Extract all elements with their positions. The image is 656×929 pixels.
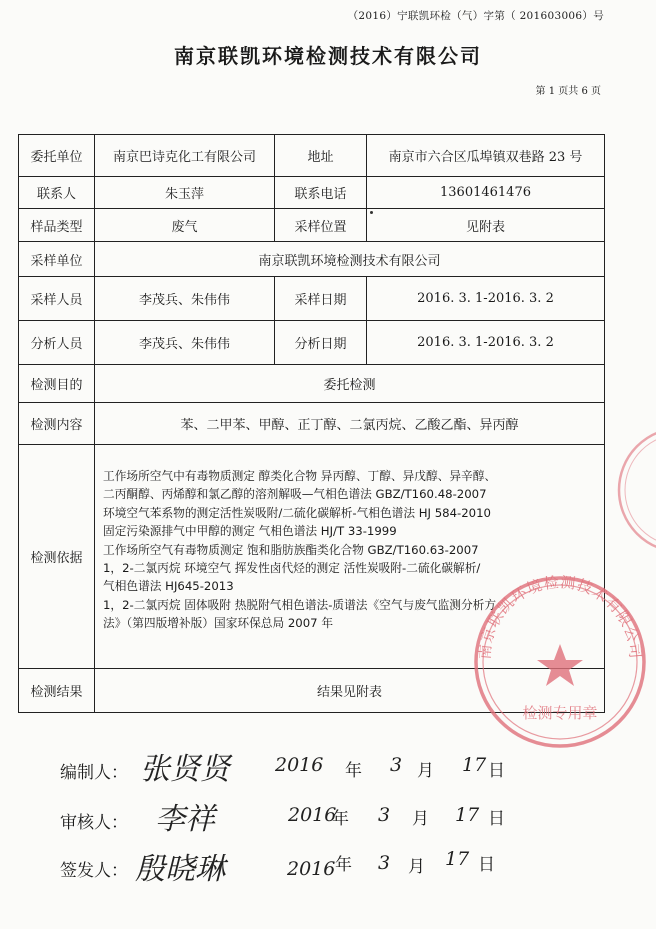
basis-line: 法》（第四版增补版）国家环保总局 2007 年 — [103, 616, 334, 631]
content-label: 检测内容 — [19, 403, 95, 445]
seal-center-text: 检测专用章 — [522, 704, 598, 722]
compiler-label: 编制人： — [60, 763, 128, 783]
sampling-unit-value: 南京联凯环境检测技术有限公司 — [95, 242, 605, 277]
reviewer-year: 2016 — [288, 804, 337, 826]
row-analysts — [19, 321, 605, 365]
basis-line: 工作场所空气中有毒物质测定 醇类化合物 异丙醇、丁醇、异戊醇、异辛醇、 — [103, 469, 497, 483]
signature-row-issuer — [60, 842, 620, 892]
analysis-date-label: 分析日期 — [275, 321, 367, 365]
sample-location-value: 见附表 — [367, 209, 605, 242]
contact-value: 朱玉萍 — [95, 177, 275, 209]
issuer-day-unit: 日 — [478, 855, 495, 875]
reviewer-label: 审核人： — [60, 813, 128, 833]
basis-line: 二丙酮醇、丙烯醇和氯乙醇的溶剂解吸—气相色谱法 GBZ/T160.48-2007 — [103, 487, 487, 502]
row-purpose — [19, 365, 605, 403]
samplers-value: 李茂兵、朱伟伟 — [95, 277, 275, 321]
result-label: 检测结果 — [19, 669, 95, 713]
compiler-signature: 张贤贤 — [140, 752, 230, 787]
seal-ring-text: 南京联凯环境检测技术有限公司 — [475, 573, 645, 661]
row-sampling-unit — [19, 242, 605, 277]
signature-row-reviewer — [60, 794, 620, 844]
compiler-day-unit: 日 — [488, 761, 505, 781]
phone-value: 13601461476 — [367, 177, 605, 209]
issuer-signature: 殷晓琳 — [135, 852, 225, 887]
issuer-year: 2016 — [287, 858, 336, 880]
basis-line: 固定污染源排气中甲醇的测定 气相色谱法 HJ/T 33-1999 — [103, 524, 397, 539]
sampling-date-label: 采样日期 — [275, 277, 367, 321]
samplers-label: 采样人员 — [19, 277, 95, 321]
basis-line: 1，2-二氯丙烷 环境空气 挥发性卤代烃的测定 活性炭吸附-二硫化碳解析/ — [103, 561, 481, 576]
compiler-month: 3 — [390, 754, 403, 776]
compiler-month-unit: 月 — [417, 761, 434, 781]
basis-line: 1，2-二氯丙烷 固体吸附 热脱附气相色谱法-质谱法《空气与废气监测分析方 — [103, 597, 497, 612]
analysts-value: 李茂兵、朱伟伟 — [95, 321, 275, 365]
address-label: 地址 — [275, 135, 367, 177]
row-sample-type — [19, 209, 605, 242]
row-client — [19, 135, 605, 177]
star-icon — [537, 644, 583, 686]
signature-row-compiler — [60, 744, 620, 794]
row-samplers — [19, 277, 605, 321]
basis-label: 检测依据 — [19, 445, 95, 669]
sample-location-label: 采样位置 — [275, 209, 367, 242]
basis-line: 环境空气苯系物的测定活性炭吸附/二硫化碳解析-气相色谱法 HJ 584-2010 — [103, 505, 491, 520]
client-label: 委托单位 — [19, 135, 95, 177]
reviewer-signature: 李祥 — [155, 802, 215, 837]
compiler-year-unit: 年 — [345, 761, 362, 781]
basis-line: 气相色谱法 HJ645-2013 — [103, 579, 234, 594]
reviewer-day: 17 — [455, 804, 480, 826]
issuer-day: 17 — [445, 848, 470, 870]
sample-type-label: 样品类型 — [19, 209, 95, 242]
sample-type-value: 废气 — [95, 209, 275, 242]
compiler-year: 2016 — [275, 754, 324, 776]
issuer-month: 3 — [378, 852, 391, 874]
partial-seal-stamp — [606, 420, 656, 560]
page-info: 第 1 页共 6 页 — [535, 86, 601, 97]
reviewer-month: 3 — [378, 804, 391, 826]
issuer-year-unit: 年 — [335, 855, 352, 875]
reviewer-year-unit: 年 — [332, 809, 349, 829]
result-value: 结果见附表 — [95, 669, 605, 713]
content-value: 苯、二甲苯、甲醇、正丁醇、二氯丙烷、乙酸乙酯、异丙醇 — [95, 403, 605, 445]
address-value: 南京市六合区瓜埠镇双巷路 23 号 — [367, 135, 605, 177]
purpose-value: 委托检测 — [95, 365, 605, 403]
doc-number: （2016）宁联凯环检（气）字第（ 201603006）号 — [347, 10, 604, 22]
compiler-day: 17 — [462, 754, 487, 776]
sampling-date-value: 2016. 3. 1-2016. 3. 2 — [367, 277, 605, 321]
ink-dot — [370, 211, 373, 214]
issuer-month-unit: 月 — [408, 857, 425, 877]
contact-label: 联系人 — [19, 177, 95, 209]
inspection-seal-stamp — [470, 572, 650, 752]
analysts-label: 分析人员 — [19, 321, 95, 365]
reviewer-day-unit: 日 — [488, 809, 505, 829]
row-contact — [19, 177, 605, 209]
client-value: 南京巴诗克化工有限公司 — [95, 135, 275, 177]
basis-line: 工作场所空气有毒物质测定 饱和脂肪族酯类化合物 GBZ/T160.63-2007 — [103, 542, 479, 557]
phone-label: 联系电话 — [275, 177, 367, 209]
issuer-label: 签发人： — [60, 861, 128, 881]
analysis-date-value: 2016. 3. 1-2016. 3. 2 — [367, 321, 605, 365]
sampling-unit-label: 采样单位 — [19, 242, 95, 277]
purpose-label: 检测目的 — [19, 365, 95, 403]
company-title: 南京联凯环境检测技术有限公司 — [174, 44, 482, 68]
row-content — [19, 403, 605, 445]
reviewer-month-unit: 月 — [412, 809, 429, 829]
